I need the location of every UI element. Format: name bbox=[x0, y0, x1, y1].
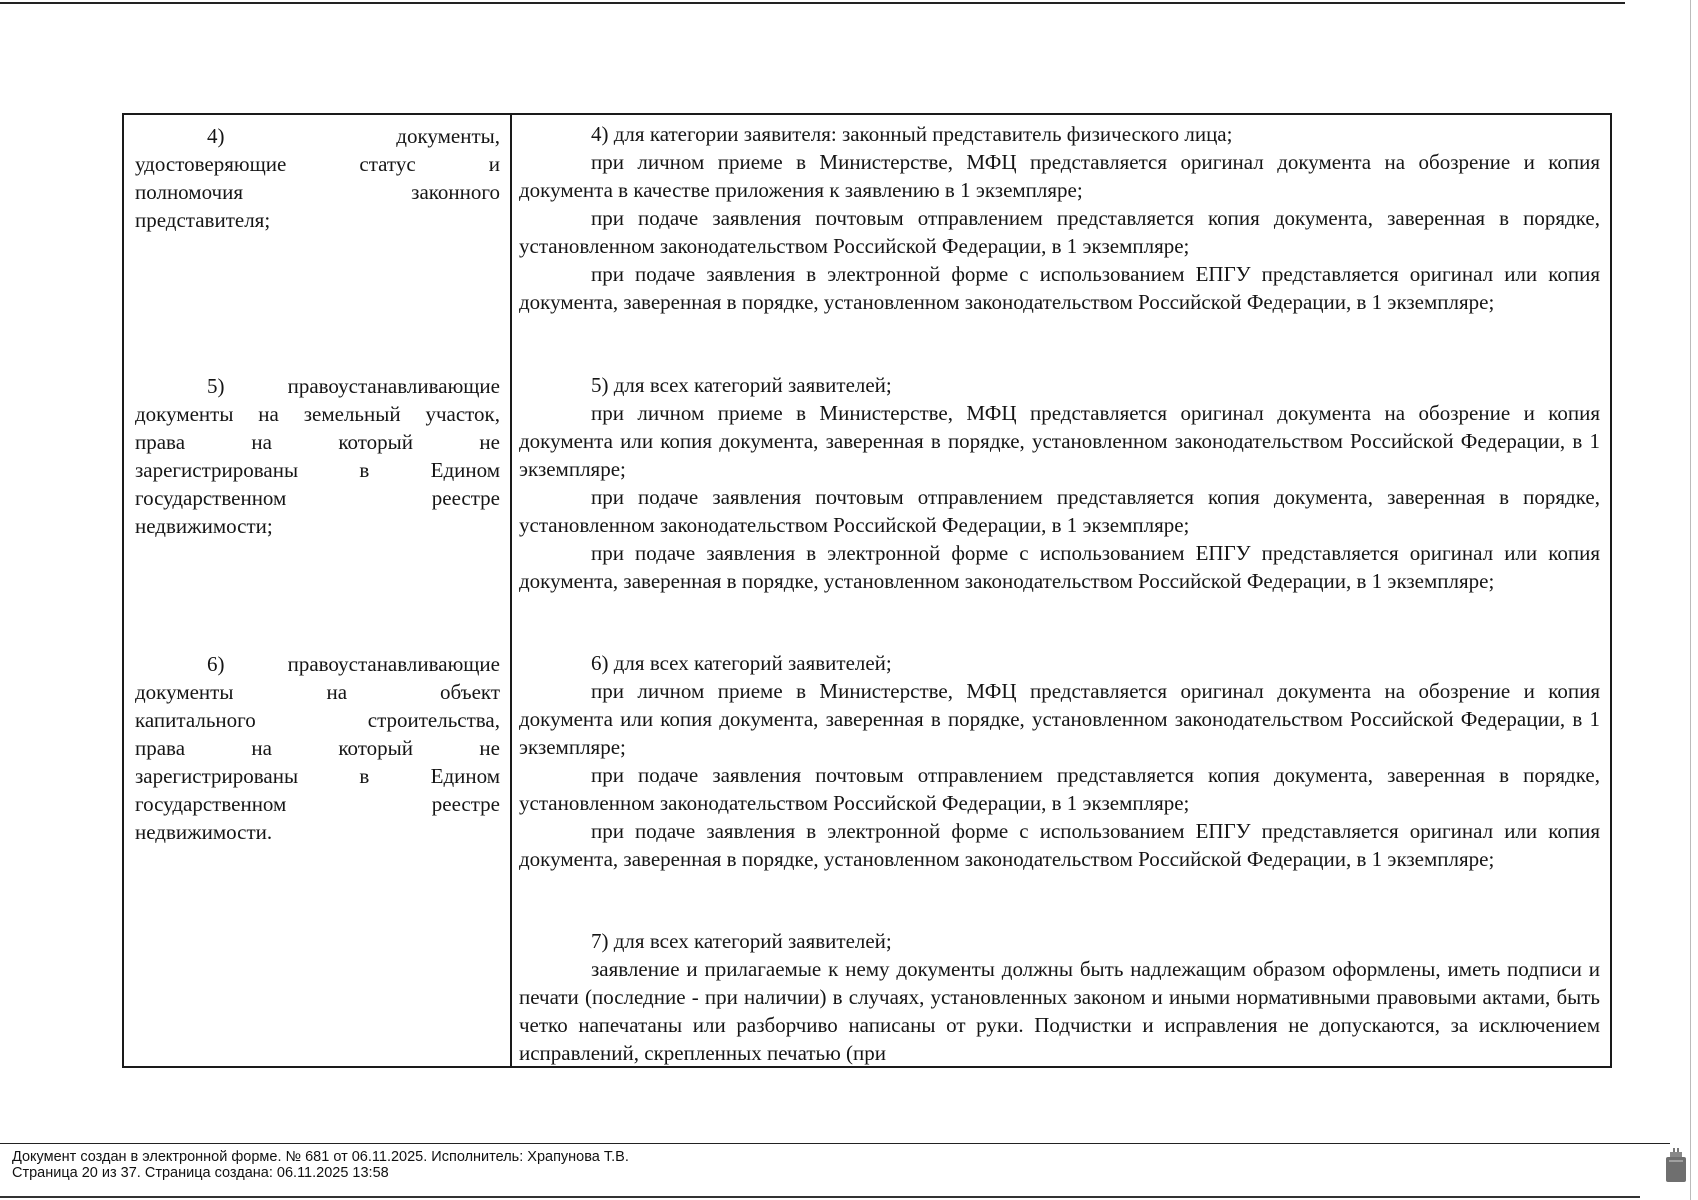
row-4-left-line: полномочия законного bbox=[135, 180, 500, 204]
row-5-paragraph: при подаче заявления почтовым отправлением представляется копия документа, заверенная в порядке, установленном законодательством Российской Федерации, в 1 экземпляре; bbox=[519, 485, 1600, 537]
page-edge bbox=[1690, 0, 1691, 1200]
row-5-left-line: государственном реестре bbox=[135, 486, 500, 510]
row-6-left-line: документы на объект bbox=[135, 680, 500, 704]
row-4-paragraph: при подаче заявления почтовым отправлением представляется копия документа, заверенная в порядке, установленном законодательством Российской Федерации, в 1 экземпляре; bbox=[519, 206, 1600, 258]
row-5-left-line: права на который не bbox=[135, 430, 500, 454]
row-6-left-line: зарегистрированы в Едином bbox=[135, 764, 500, 788]
footer-line-page-info: Страница 20 из 37. Страница создана: 06.11.2025 13:58 bbox=[12, 1165, 389, 1181]
row-6-left-line: 6) правоустанавливающие bbox=[207, 652, 500, 676]
row-5-left-line: недвижимости; bbox=[135, 514, 273, 538]
row-4-left-line: 4) документы, bbox=[207, 124, 500, 148]
row-6-description-cell bbox=[519, 649, 1600, 873]
row-4-left-line: удостоверяющие статус и bbox=[135, 152, 500, 176]
row-6-left-line: капитального строительства, bbox=[135, 708, 500, 732]
row-5-left-line: 5) правоустанавливающие bbox=[207, 374, 500, 398]
row-5-paragraph: при личном приеме в Министерстве, МФЦ представляется оригинал документа на обозрение и копия документа или копия документа, заверенная в порядке, установленном законодательством Российской Федерации, в 1 экземпляре; bbox=[519, 401, 1600, 481]
row-7-description-cell bbox=[519, 927, 1600, 1067]
row-6-left-line: государственном реестре bbox=[135, 792, 500, 816]
row-6-left-line: недвижимости. bbox=[135, 820, 273, 844]
row-6-paragraph: при личном приеме в Министерстве, МФЦ представляется оригинал документа на обозрение и копия документа или копия документа, заверенная в порядке, установленном законодательством Российской Федерации, в 1 экземпляре; bbox=[519, 679, 1600, 759]
row-6-paragraph: 6) для всех категорий заявителей; bbox=[591, 651, 892, 675]
row-6-left-line: права на который не bbox=[135, 736, 500, 760]
row-4-paragraph: при подаче заявления в электронной форме с использованием ЕПГУ представляется оригинал или копия документа, заверенная в порядке, установленном законодательством Российской Федерации, в 1 экземпляре; bbox=[519, 262, 1600, 314]
row-7-paragraph: заявление и прилагаемые к нему документы должны быть надлежащим образом оформлены, иметь подписи и печати (последние - при наличии) в случаях, установленных законом и иными нормативными правовыми актами, быть четко напечатаны или разборчиво написаны от руки. Подчистки и исправления не допускаются, за исключением исправлений, скрепленных печатью (при bbox=[519, 957, 1600, 1065]
row-4-left-line: представителя; bbox=[135, 208, 271, 232]
top-border-line bbox=[0, 2, 1625, 4]
row-4-paragraph: 4) для категории заявителя: законный представитель физического лица; bbox=[591, 122, 1233, 146]
footer-rule bbox=[0, 1143, 1670, 1144]
row-5-left-line: документы на земельный участок, bbox=[135, 402, 500, 426]
bottom-border-line bbox=[0, 1196, 1640, 1198]
row-5-left-line: зарегистрированы в Едином bbox=[135, 458, 500, 482]
document-stamp-icon bbox=[1664, 1148, 1688, 1182]
row-4-paragraph: при личном приеме в Министерстве, МФЦ представляется оригинал документа на обозрение и копия документа в качестве приложения к заявлению в 1 экземпляре; bbox=[519, 150, 1600, 202]
table-column-divider bbox=[510, 113, 512, 1068]
row-5-paragraph: 5) для всех категорий заявителей; bbox=[591, 373, 892, 397]
row-6-requirement-cell bbox=[135, 650, 500, 846]
row-7-paragraph: 7) для всех категорий заявителей; bbox=[591, 929, 892, 953]
row-6-paragraph: при подаче заявления в электронной форме с использованием ЕПГУ представляется оригинал или копия документа, заверенная в порядке, установленном законодательством Российской Федерации, в 1 экземпляре; bbox=[519, 819, 1600, 871]
footer-line-document-info: Документ создан в электронной форме. № 681 от 06.11.2025. Исполнитель: Храпунова Т.В. bbox=[12, 1149, 629, 1165]
row-5-description-cell bbox=[519, 371, 1600, 595]
row-6-paragraph: при подаче заявления почтовым отправлением представляется копия документа, заверенная в порядке, установленном законодательством Российской Федерации, в 1 экземпляре; bbox=[519, 763, 1600, 815]
row-4-description-cell bbox=[519, 120, 1600, 316]
row-5-requirement-cell bbox=[135, 372, 500, 540]
document-footer bbox=[12, 1149, 629, 1181]
row-4-requirement-cell bbox=[135, 122, 500, 234]
row-5-paragraph: при подаче заявления в электронной форме с использованием ЕПГУ представляется оригинал или копия документа, заверенная в порядке, установленном законодательством Российской Федерации, в 1 экземпляре; bbox=[519, 541, 1600, 593]
